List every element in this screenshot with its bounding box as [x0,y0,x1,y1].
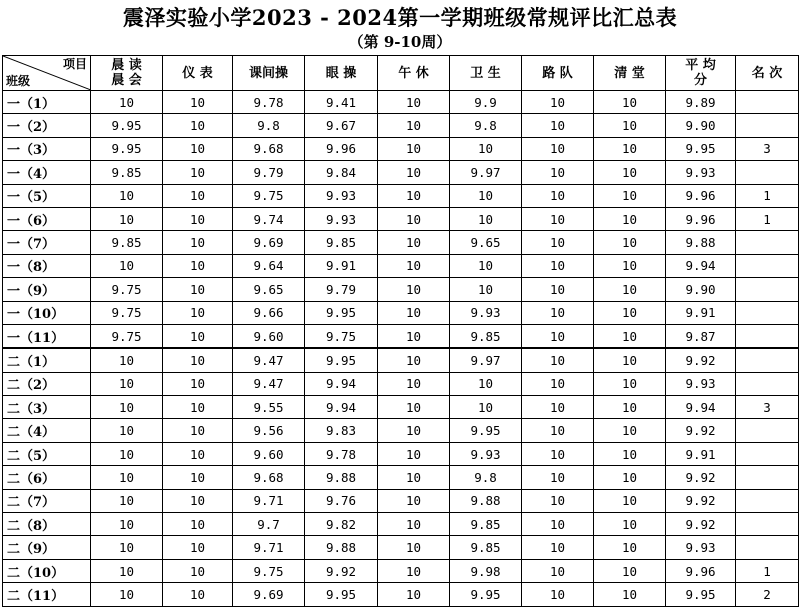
score-cell: 10 [450,137,522,160]
score-cell: 9.67 [305,114,378,137]
score-cell: 9.93 [450,301,522,324]
score-cell: 10 [378,114,450,137]
class-name-cell: 二（5） [3,442,91,465]
score-cell: 9.56 [233,419,305,442]
score-cell: 10 [522,137,594,160]
score-cell: 9.85 [305,231,378,254]
score-cell: 9.60 [233,324,305,348]
score-cell: 10 [378,184,450,207]
score-cell: 10 [91,442,163,465]
class-name-cell: 一（10） [3,301,91,324]
score-cell: 10 [522,419,594,442]
score-cell: 10 [594,324,666,348]
score-cell: 9.8 [450,114,522,137]
score-cell: 10 [594,489,666,512]
score-cell [736,301,799,324]
score-cell: 10 [522,442,594,465]
score-cell: 2 [736,583,799,606]
score-cell: 9.85 [450,324,522,348]
score-cell: 10 [163,466,233,489]
score-cell: 9.92 [666,489,736,512]
score-cell: 9.96 [666,207,736,230]
table-row [3,396,799,419]
score-cell: 9.69 [233,231,305,254]
score-cell: 9.88 [666,231,736,254]
class-name-cell: 二（9） [3,536,91,559]
score-cell: 9.95 [666,583,736,606]
score-cell: 10 [163,536,233,559]
score-cell: 9.71 [233,489,305,512]
score-cell: 9.75 [91,301,163,324]
table-body [3,91,799,607]
header-row [3,56,799,91]
score-cell: 10 [163,489,233,512]
class-name-cell: 一（1） [3,91,91,114]
score-cell: 10 [522,301,594,324]
score-cell: 9.66 [233,301,305,324]
table-row [3,91,799,114]
score-cell: 9.95 [450,419,522,442]
score-cell: 9.94 [666,254,736,277]
score-cell: 10 [594,348,666,372]
class-name-cell: 二（6） [3,466,91,489]
score-cell: 1 [736,207,799,230]
score-cell: 10 [594,513,666,536]
corner-label-items: 项目 [62,57,87,71]
table-row [3,372,799,395]
score-cell: 10 [378,466,450,489]
score-cell: 9.74 [233,207,305,230]
score-cell: 3 [736,137,799,160]
score-cell: 9.47 [233,348,305,372]
score-cell: 9.47 [233,372,305,395]
score-cell [736,419,799,442]
class-name-cell: 二（4） [3,419,91,442]
score-cell: 9.75 [91,324,163,348]
score-cell: 10 [163,513,233,536]
table-row [3,207,799,230]
score-cell: 9.78 [233,91,305,114]
score-cell: 10 [378,301,450,324]
column-header: 课间操 [233,56,305,91]
score-cell: 10 [450,372,522,395]
score-cell: 10 [163,442,233,465]
class-name-cell: 二（7） [3,489,91,512]
score-cell: 9.97 [450,161,522,184]
score-cell: 10 [163,91,233,114]
score-cell: 9.8 [450,466,522,489]
table-row [3,419,799,442]
page-subtitle: （第 9-10周） [348,33,452,51]
score-cell: 10 [163,324,233,348]
score-cell: 9.95 [305,348,378,372]
score-cell: 10 [522,348,594,372]
score-cell: 10 [163,184,233,207]
score-cell: 10 [594,184,666,207]
class-name-cell: 一（3） [3,137,91,160]
score-cell: 10 [594,137,666,160]
score-cell: 9.76 [305,489,378,512]
class-name-cell: 一（9） [3,278,91,301]
score-cell: 10 [378,348,450,372]
score-cell: 10 [378,278,450,301]
score-cell: 10 [378,161,450,184]
score-cell: 9.92 [305,559,378,582]
column-header: 晨 读 晨 会 [91,56,163,91]
score-cell: 10 [378,513,450,536]
score-cell: 9.95 [305,301,378,324]
column-header: 路 队 [522,56,594,91]
score-cell: 9.93 [666,372,736,395]
score-cell: 10 [91,372,163,395]
score-cell: 9.93 [305,207,378,230]
score-cell: 9.9 [450,91,522,114]
table-row [3,114,799,137]
score-cell: 10 [91,536,163,559]
score-cell: 9.60 [233,442,305,465]
table-row [3,513,799,536]
score-cell: 10 [522,184,594,207]
score-cell: 10 [522,207,594,230]
score-cell: 10 [91,419,163,442]
score-cell: 10 [163,396,233,419]
score-cell: 10 [522,91,594,114]
score-cell: 9.97 [450,348,522,372]
score-cell: 1 [736,184,799,207]
column-header: 清 堂 [594,56,666,91]
score-cell: 10 [522,161,594,184]
score-cell: 9.64 [233,254,305,277]
score-cell: 10 [378,442,450,465]
summary-table [2,55,799,607]
score-cell: 9.95 [666,137,736,160]
score-cell: 10 [91,254,163,277]
score-cell: 10 [163,254,233,277]
score-cell: 10 [594,372,666,395]
class-name-cell: 一（6） [3,207,91,230]
score-cell [736,489,799,512]
score-cell: 9.82 [305,513,378,536]
score-cell: 1 [736,559,799,582]
score-cell: 9.84 [305,161,378,184]
score-cell [736,91,799,114]
score-cell: 10 [163,301,233,324]
score-cell [736,442,799,465]
score-cell [736,114,799,137]
score-cell: 10 [522,254,594,277]
score-cell: 10 [378,583,450,606]
column-header: 仪 表 [163,56,233,91]
score-cell: 9.69 [233,583,305,606]
score-cell: 9.93 [666,161,736,184]
table-row [3,583,799,606]
score-cell: 10 [378,559,450,582]
table-row [3,536,799,559]
score-cell: 9.68 [233,466,305,489]
class-name-cell: 一（8） [3,254,91,277]
table-row [3,161,799,184]
corner-label-class: 班级 [6,74,31,88]
score-cell: 10 [594,114,666,137]
score-cell: 10 [594,396,666,419]
table-row [3,231,799,254]
class-name-cell: 一（4） [3,161,91,184]
score-cell: 10 [163,207,233,230]
class-name-cell: 二（8） [3,513,91,536]
score-cell: 10 [450,396,522,419]
score-cell: 9.7 [233,513,305,536]
score-cell: 9.93 [305,184,378,207]
score-cell: 9.41 [305,91,378,114]
table-row [3,466,799,489]
score-cell: 10 [91,91,163,114]
score-cell: 9.71 [233,536,305,559]
score-cell: 10 [594,161,666,184]
score-cell: 9.96 [666,184,736,207]
score-cell: 10 [594,466,666,489]
score-cell: 10 [163,419,233,442]
score-cell: 9.79 [305,278,378,301]
score-cell: 10 [594,254,666,277]
score-cell: 9.78 [305,442,378,465]
score-cell: 10 [522,559,594,582]
score-cell: 10 [522,114,594,137]
score-cell: 10 [163,583,233,606]
score-cell: 10 [163,372,233,395]
score-cell: 10 [450,207,522,230]
score-cell: 10 [378,489,450,512]
score-cell: 9.75 [91,278,163,301]
table-row [3,278,799,301]
score-cell [736,513,799,536]
score-cell: 9.92 [666,466,736,489]
score-cell: 9.79 [233,161,305,184]
score-cell: 9.94 [305,396,378,419]
score-cell: 9.93 [450,442,522,465]
score-cell: 9.88 [305,466,378,489]
score-cell: 10 [594,442,666,465]
score-cell: 9.93 [666,536,736,559]
score-cell: 9.95 [91,137,163,160]
score-cell: 9.95 [305,583,378,606]
score-cell: 10 [163,161,233,184]
page-title: 震泽实验小学2023 - 2024第一学期班级常规评比汇总表 [122,5,678,30]
score-cell: 10 [91,489,163,512]
table-row [3,324,799,348]
score-cell: 10 [91,184,163,207]
score-cell: 9.85 [91,231,163,254]
corner-header [3,56,91,91]
class-name-cell: 二（11） [3,583,91,606]
score-cell [736,324,799,348]
score-cell [736,231,799,254]
score-cell: 9.85 [91,161,163,184]
score-cell: 10 [450,278,522,301]
score-cell: 9.75 [305,324,378,348]
score-cell: 10 [594,583,666,606]
score-cell: 9.75 [233,559,305,582]
score-cell: 9.85 [450,536,522,559]
score-cell: 9.94 [666,396,736,419]
class-name-cell: 二（3） [3,396,91,419]
score-cell [736,372,799,395]
table-row [3,442,799,465]
score-cell: 9.92 [666,348,736,372]
score-cell: 10 [594,419,666,442]
score-cell: 10 [91,466,163,489]
score-cell: 9.88 [450,489,522,512]
score-cell: 10 [378,137,450,160]
score-cell: 10 [450,184,522,207]
score-cell: 10 [378,91,450,114]
score-cell: 10 [522,513,594,536]
score-cell: 9.91 [305,254,378,277]
score-cell: 10 [522,231,594,254]
score-cell: 10 [163,348,233,372]
table-row [3,254,799,277]
column-header: 卫 生 [450,56,522,91]
score-cell: 9.94 [305,372,378,395]
table-row [3,559,799,582]
table-row [3,348,799,372]
score-cell: 9.83 [305,419,378,442]
score-cell: 10 [450,254,522,277]
class-name-cell: 二（2） [3,372,91,395]
score-cell: 10 [522,583,594,606]
score-cell: 10 [91,207,163,230]
score-cell: 10 [522,396,594,419]
column-header: 平 均 分 [666,56,736,91]
score-cell: 10 [91,513,163,536]
score-cell: 10 [163,278,233,301]
class-name-cell: 二（1） [3,348,91,372]
score-cell: 9.89 [666,91,736,114]
column-header: 眼 操 [305,56,378,91]
score-cell: 9.96 [305,137,378,160]
score-cell: 9.85 [450,513,522,536]
score-cell: 10 [522,324,594,348]
score-cell: 9.95 [91,114,163,137]
score-cell: 9.91 [666,442,736,465]
column-header: 名 次 [736,56,799,91]
score-cell: 10 [378,396,450,419]
score-cell: 10 [594,278,666,301]
score-cell: 10 [163,114,233,137]
score-cell: 10 [594,91,666,114]
score-cell: 10 [378,419,450,442]
score-cell: 9.65 [450,231,522,254]
table-row [3,489,799,512]
column-header: 午 休 [378,56,450,91]
table-row [3,301,799,324]
score-cell [736,254,799,277]
score-cell [736,536,799,559]
score-cell: 9.87 [666,324,736,348]
score-cell [736,161,799,184]
score-cell: 10 [594,536,666,559]
score-cell: 3 [736,396,799,419]
score-cell: 9.55 [233,396,305,419]
class-name-cell: 一（11） [3,324,91,348]
score-cell: 10 [163,231,233,254]
score-cell: 10 [522,536,594,559]
score-cell [736,348,799,372]
score-cell: 9.65 [233,278,305,301]
class-name-cell: 一（5） [3,184,91,207]
score-cell: 9.92 [666,419,736,442]
score-cell: 10 [91,396,163,419]
score-cell: 9.91 [666,301,736,324]
score-cell: 10 [522,372,594,395]
score-cell: 10 [522,278,594,301]
score-cell: 9.98 [450,559,522,582]
score-cell: 9.90 [666,114,736,137]
score-cell: 9.88 [305,536,378,559]
score-cell: 10 [378,536,450,559]
score-cell: 9.68 [233,137,305,160]
score-cell: 10 [91,348,163,372]
score-cell: 10 [378,372,450,395]
score-cell: 9.92 [666,513,736,536]
score-cell: 10 [163,137,233,160]
table-row [3,184,799,207]
score-cell [736,278,799,301]
score-cell: 10 [522,489,594,512]
score-cell: 9.90 [666,278,736,301]
score-cell: 10 [378,207,450,230]
class-name-cell: 二（10） [3,559,91,582]
class-name-cell: 一（7） [3,231,91,254]
score-cell [736,466,799,489]
score-cell: 10 [594,301,666,324]
score-cell: 10 [91,583,163,606]
score-cell: 10 [378,324,450,348]
score-cell: 10 [594,231,666,254]
score-cell: 10 [594,207,666,230]
score-cell: 10 [378,231,450,254]
class-name-cell: 一（2） [3,114,91,137]
score-cell: 10 [91,559,163,582]
score-cell: 9.8 [233,114,305,137]
score-cell: 9.95 [450,583,522,606]
table-row [3,137,799,160]
score-cell: 9.96 [666,559,736,582]
score-cell: 10 [594,559,666,582]
score-cell: 10 [163,559,233,582]
score-cell: 9.75 [233,184,305,207]
score-cell: 10 [378,254,450,277]
score-cell: 10 [522,466,594,489]
